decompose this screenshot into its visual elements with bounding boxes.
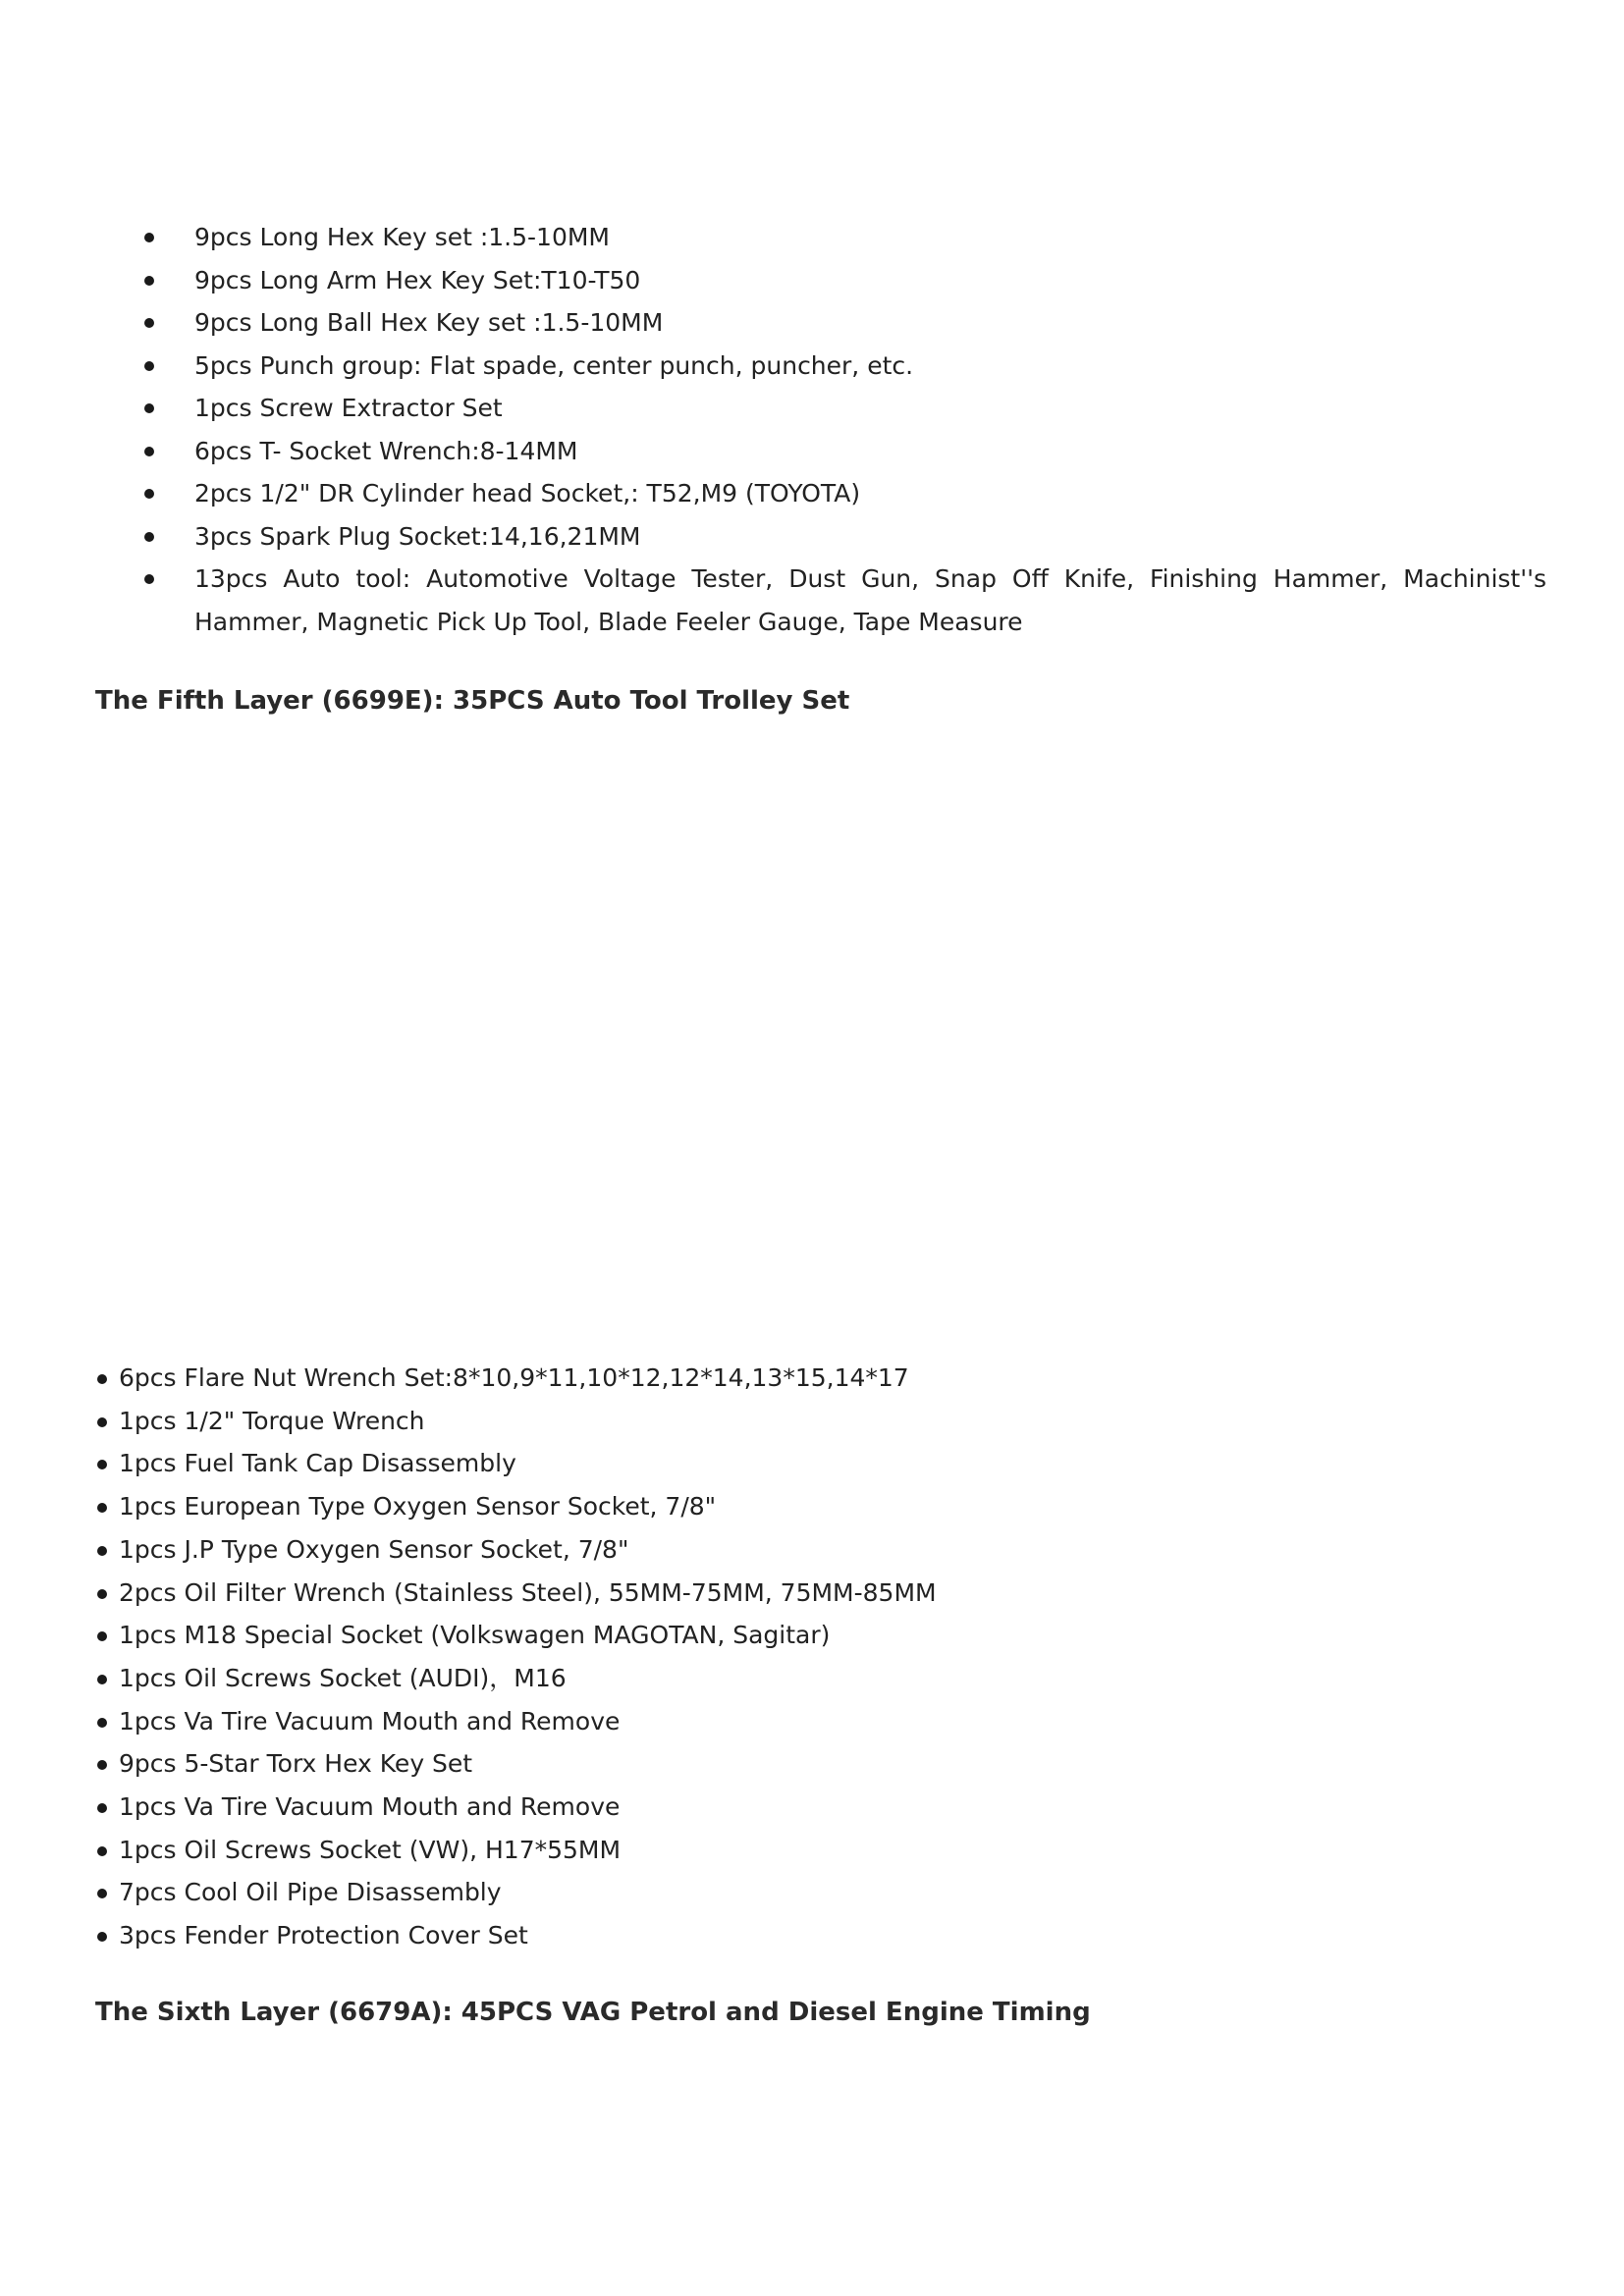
bullet-icon xyxy=(144,447,154,456)
list-item-text: 1pcs Va Tire Vacuum Mouth and Remove xyxy=(119,1706,621,1735)
list-item-text: 1pcs 1/2" Torque Wrench xyxy=(119,1406,425,1435)
list-item xyxy=(95,1914,1519,1957)
list-item xyxy=(95,1829,1519,1872)
list-item-text: 7pcs Cool Oil Pipe Disassembly xyxy=(119,1878,502,1907)
list-item-text: 1pcs Screw Extractor Set xyxy=(194,394,503,422)
bullet-icon xyxy=(97,1417,107,1427)
bullet-icon xyxy=(97,1718,107,1728)
bullet-icon xyxy=(97,1631,107,1641)
list-item-text: 1pcs Va Tire Vacuum Mouth and Remove xyxy=(119,1792,621,1822)
list-item xyxy=(95,1614,1519,1657)
bullet-icon xyxy=(97,1374,107,1384)
list-item xyxy=(95,1528,1519,1572)
bullet-icon xyxy=(97,1675,107,1684)
list-item-text: 6pcs T- Socket Wrench:8-14MM xyxy=(194,436,578,465)
list-item xyxy=(95,1700,1519,1743)
list-item xyxy=(137,216,1546,259)
bullet-icon xyxy=(144,574,154,584)
bullet-icon xyxy=(97,1846,107,1856)
list-item-text: 2pcs 1/2" DR Cylinder head Socket,: T52,M9 (TOYOTA) xyxy=(194,479,861,507)
list-item-text: 3pcs Fender Protection Cover Set xyxy=(119,1921,528,1950)
list-item xyxy=(137,301,1546,345)
bullet-icon xyxy=(97,1546,107,1556)
list-item xyxy=(95,1786,1519,1829)
list-item-text: 6pcs Flare Nut Wrench Set:8*10,9*11,10*12,12*14,13*15,14*17 xyxy=(119,1363,909,1392)
list-item-text: 1pcs Oil Screws Socket (AUDI)，M16 xyxy=(119,1663,567,1692)
list-item xyxy=(95,1742,1519,1786)
bullet-icon xyxy=(97,1760,107,1770)
bullet-icon xyxy=(144,403,154,413)
list-item-text: 2pcs Oil Filter Wrench (Stainless Steel), 55MM-75MM, 75MM-85MM xyxy=(119,1577,937,1607)
bullet-icon xyxy=(144,489,154,499)
list-item-text: 9pcs Long Ball Hex Key set :1.5-10MM xyxy=(194,308,664,337)
list-item xyxy=(95,1871,1519,1914)
list-item-text: 1pcs M18 Special Socket (Volkswagen MAGOTAN, Sagitar) xyxy=(119,1621,831,1650)
list-item-text: 1pcs J.P Type Oxygen Sensor Socket, 7/8" xyxy=(119,1534,629,1564)
list-item-text: 9pcs 5-Star Torx Hex Key Set xyxy=(119,1749,473,1779)
list-item-text: 3pcs Spark Plug Socket:14,16,21MM xyxy=(194,521,641,551)
list-item xyxy=(137,558,1546,643)
list-item xyxy=(95,1442,1519,1485)
list-item xyxy=(137,515,1546,559)
bullet-icon xyxy=(97,1932,107,1942)
bullet-icon xyxy=(97,1503,107,1513)
bullet-icon xyxy=(97,1589,107,1599)
tool-list-fifth-layer xyxy=(95,1357,1519,1957)
list-item-text: 9pcs Long Arm Hex Key Set:T10-T50 xyxy=(194,265,641,294)
list-item xyxy=(137,259,1546,302)
section-heading-sixth-layer: The Sixth Layer (6679A): 45PCS VAG Petrol and Diesel Engine Timing xyxy=(95,1998,1091,2027)
bullet-icon xyxy=(144,233,154,242)
list-item xyxy=(95,1572,1519,1615)
bullet-icon xyxy=(97,1889,107,1898)
bullet-icon xyxy=(144,318,154,328)
list-item-text: 9pcs Long Hex Key set :1.5-10MM xyxy=(194,223,610,251)
tool-list-top xyxy=(137,216,1546,643)
list-item xyxy=(95,1400,1519,1443)
bullet-icon xyxy=(144,532,154,542)
list-item xyxy=(137,430,1546,473)
list-item xyxy=(95,1657,1519,1700)
bullet-icon xyxy=(97,1460,107,1469)
list-item xyxy=(95,1357,1519,1400)
list-item-text: 5pcs Punch group: Flat spade, center punch, puncher, etc. xyxy=(194,350,914,380)
bullet-icon xyxy=(144,276,154,286)
list-item-text: 1pcs Fuel Tank Cap Disassembly xyxy=(119,1449,516,1478)
list-item-text: 1pcs Oil Screws Socket (VW), H17*55MM xyxy=(119,1835,622,1864)
list-item xyxy=(95,1485,1519,1528)
bullet-icon xyxy=(144,361,154,371)
list-item-text: 1pcs European Type Oxygen Sensor Socket, 7/8" xyxy=(119,1492,717,1522)
bullet-icon xyxy=(97,1803,107,1813)
list-item-text: 13pcs Auto tool: Automotive Voltage Tester, Dust Gun, Snap Off Knife, Finishing Hammer, Machinist''s Hammer, Magnetic Pick Up Tool, Blade Feeler Gauge, Tape Measure xyxy=(194,564,1546,636)
list-item xyxy=(137,387,1546,430)
list-item xyxy=(137,345,1546,388)
section-heading-fifth-layer: The Fifth Layer (6699E): 35PCS Auto Tool Trolley Set xyxy=(95,686,850,716)
list-item xyxy=(137,472,1546,515)
